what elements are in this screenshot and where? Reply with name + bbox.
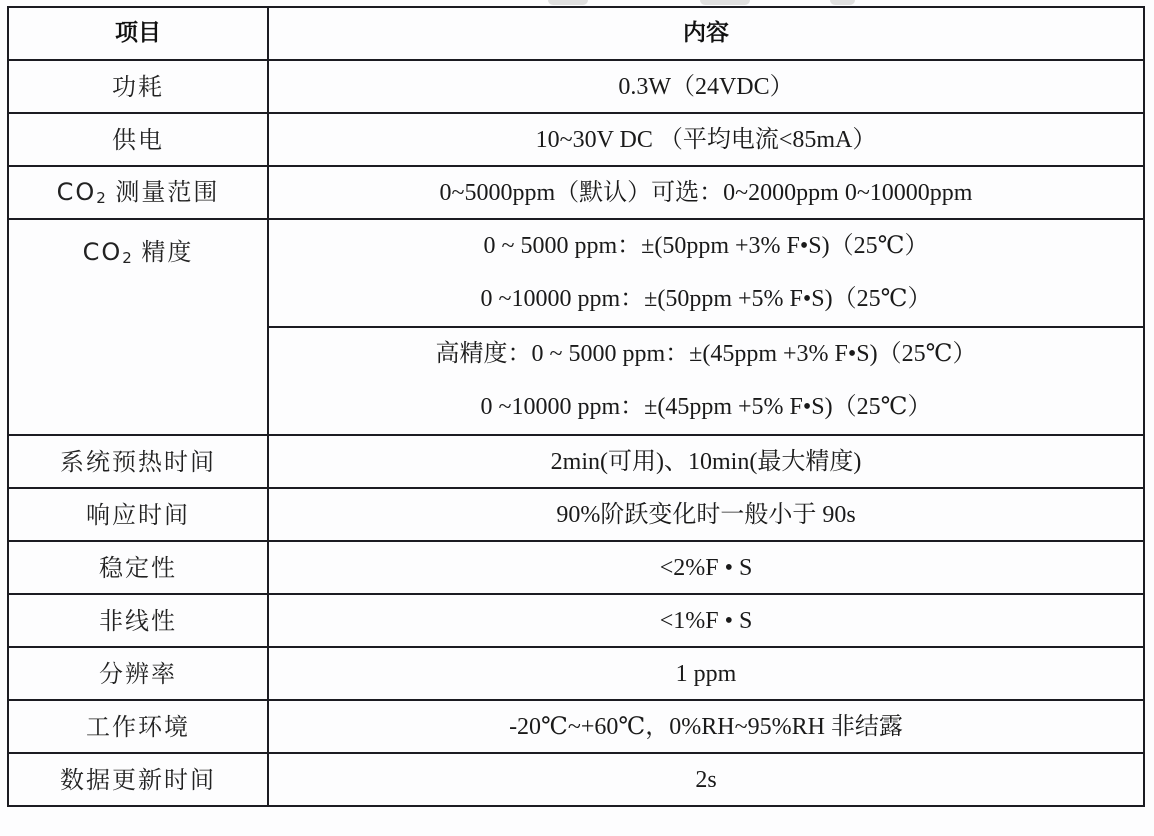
- table-row-stability: [8, 541, 1144, 594]
- row-value: 2s: [268, 753, 1144, 806]
- row-value: 90%阶跃变化时一般小于 90s: [268, 488, 1144, 541]
- row-label: 非线性: [8, 594, 268, 647]
- label-prefix: CO: [56, 177, 97, 206]
- table-row-data-update-time: [8, 753, 1144, 806]
- accuracy-standard-group: [268, 219, 1144, 327]
- accuracy-line: 0 ~ 5000 ppm：±(50ppm +3% F•S)（25℃）: [483, 233, 929, 259]
- row-label: [8, 219, 268, 435]
- row-label: [8, 166, 268, 219]
- table-row-power-supply: [8, 113, 1144, 166]
- row-value: <1%F • S: [268, 594, 1144, 647]
- watermark-mark: [830, 0, 855, 5]
- row-label: 分辨率: [8, 647, 268, 700]
- label-suffix: 测量范围: [105, 177, 220, 206]
- row-label: 响应时间: [8, 488, 268, 541]
- table-row-warmup-time: [8, 435, 1144, 488]
- row-label: 系统预热时间: [8, 435, 268, 488]
- label-suffix: 精度: [131, 238, 194, 266]
- row-value: 2min(可用)、10min(最大精度): [268, 435, 1144, 488]
- row-value: 0~5000ppm（默认）可选：0~2000ppm 0~10000ppm: [268, 166, 1144, 219]
- row-value: 1 ppm: [268, 647, 1144, 700]
- table-row-resolution: [8, 647, 1144, 700]
- row-label: 功耗: [8, 60, 268, 113]
- row-label: 稳定性: [8, 541, 268, 594]
- table-row-response-time: [8, 488, 1144, 541]
- label-prefix: CO: [82, 238, 123, 266]
- accuracy-line: 0 ~10000 ppm：±(50ppm +5% F•S)（25℃）: [480, 286, 932, 312]
- header-row: [8, 7, 1144, 60]
- row-value: 0.3W（24VDC）: [268, 60, 1144, 113]
- label-subscript: 2: [96, 188, 106, 207]
- row-label: 供电: [8, 113, 268, 166]
- accuracy-high-group: [268, 327, 1144, 435]
- row-value: 10~30V DC （平均电流<85mA）: [268, 113, 1144, 166]
- table-row-power-consumption: [8, 60, 1144, 113]
- row-label: 数据更新时间: [8, 753, 268, 806]
- row-value: -20℃~+60℃，0%RH~95%RH 非结露: [268, 700, 1144, 753]
- watermark-mark: [548, 0, 588, 5]
- accuracy-line: 高精度：0 ~ 5000 ppm：±(45ppm +3% F•S)（25℃）: [435, 341, 977, 367]
- table-row-co2-accuracy: [8, 219, 1144, 327]
- row-label: 工作环境: [8, 700, 268, 753]
- table-row-co2-range: [8, 166, 1144, 219]
- accuracy-line: 0 ~10000 ppm：±(45ppm +5% F•S)（25℃）: [480, 394, 932, 420]
- spec-table: [7, 6, 1145, 807]
- label-subscript: 2: [122, 249, 132, 267]
- watermark-mark: [700, 0, 750, 5]
- table-row-operating-environment: [8, 700, 1144, 753]
- header-content: 内容: [268, 7, 1144, 60]
- header-item: 项目: [8, 7, 268, 60]
- table-row-nonlinearity: [8, 594, 1144, 647]
- row-value: <2%F • S: [268, 541, 1144, 594]
